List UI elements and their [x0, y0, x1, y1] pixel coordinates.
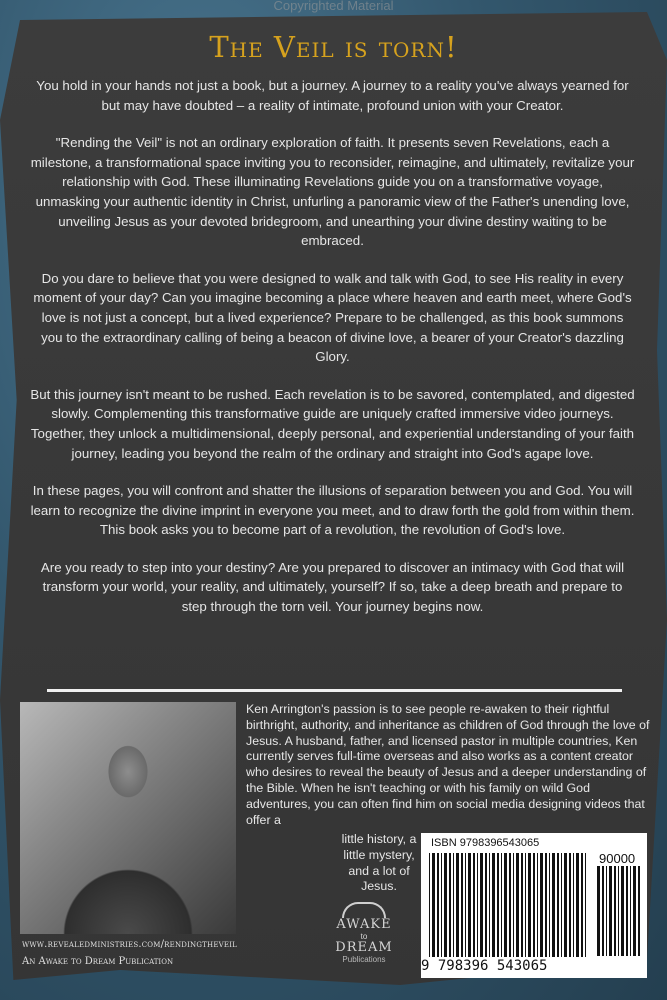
logo-word-awake: AWAKE	[336, 917, 392, 932]
blurb-paragraph-5: In these pages, you will confront and shatter the illusions of separation between you and God. You will learn to recognize the divine imprint in everyone you meet, and to draw forth the gold from within them. This book asks you to become part of a revolution, the revolution of God's love.	[30, 483, 635, 538]
website-url: www.revealedministries.com/rendingtheveil	[22, 939, 238, 950]
blurb-paragraph-3: Do you dare to believe that you were designed to walk and talk with God, to see His reality in every moment of your day? Can you imagine becoming a place where heaven and earth meet, where God's love is not just a concept, but a lived experience? Prepare to be challenged, as this book summons you to the extraordinary calling of being a beacon of divine love, a bearer of your Creator's dazzling Glory.	[33, 270, 632, 365]
logo-arch-icon	[342, 902, 386, 918]
logo-word-dream: DREAM	[335, 940, 393, 955]
logo-subtitle: Publications	[342, 955, 386, 964]
isbn-label: ISBN 9798396543065	[431, 837, 540, 849]
barcode-box	[421, 833, 647, 978]
copyright-watermark: Copyrighted Material	[273, 0, 394, 13]
barcode-addon-icon	[597, 866, 641, 956]
logo-word-to: to	[360, 932, 368, 941]
price-code: 90000	[599, 851, 636, 866]
blurb-text	[30, 76, 635, 635]
author-bio-ending: little history, a little mystery, and a lot of Jesus.	[341, 832, 417, 894]
barcode-main-icon	[429, 853, 589, 957]
blurb-paragraph-2: "Rending the Veil" is not an ordinary exploration of faith. It presents seven Revelations, each a milestone, a transformational space inviting you to reconsider, reimagine, and ultimately, revitalize your relationship with God. These illuminating Revelations guide you on a transformative voyage, unmasking your authentic identity in Christ, unfurling a panoramic view of the Father's unending love, unveiling Jesus as your devoted bridegroom, and unearthing your divine destiny waiting to be embraced.	[30, 135, 635, 249]
barcode-digits: 9 798396 543065	[421, 958, 548, 974]
blurb-paragraph-6: Are you ready to step into your destiny? Are you prepared to discover an intimacy with God that will transform your world, your reality, and ultimately, yourself? If so, take a deep breath and prepare to step through the torn veil. Your journey begins now.	[40, 559, 625, 615]
cover-title: The Veil is torn!	[209, 30, 458, 64]
blurb-paragraph-4: But this journey isn't meant to be rushed. Each revelation is to be savored, contemplated, and digested slowly. Complementing this transformative guide are uniquely crafted immersive video journeys. Together, they unlock a multidimensional, deeply personal, and experiential understanding of your faith journey, leading you beyond the realm of the ordinary and straight into God's agape love.	[30, 386, 635, 461]
publisher-logo	[327, 902, 401, 982]
author-bio: Ken Arrington's passion is to see people re-awaken to their rightful birthright, authority, and inheritance as children of God through the love of Jesus. A husband, father, and licensed pastor in multiple countries, Ken currently serves full-time overseas and also works as a content creator who desires to reveal the beauty of Jesus and a deeper understanding of the Bible. When he isn't teaching or with his family on wild God adventures, you can often find him on social media designing videos that offer a	[246, 702, 650, 827]
blurb-paragraph-1: You hold in your hands not just a book, but a journey. A journey to a reality you've always yearned for but may have doubted – a reality of intimate, profound union with your Creator.	[36, 78, 629, 113]
divider-line	[47, 689, 622, 692]
author-photo	[20, 702, 236, 934]
publication-line: An Awake to Dream Publication	[22, 956, 174, 967]
